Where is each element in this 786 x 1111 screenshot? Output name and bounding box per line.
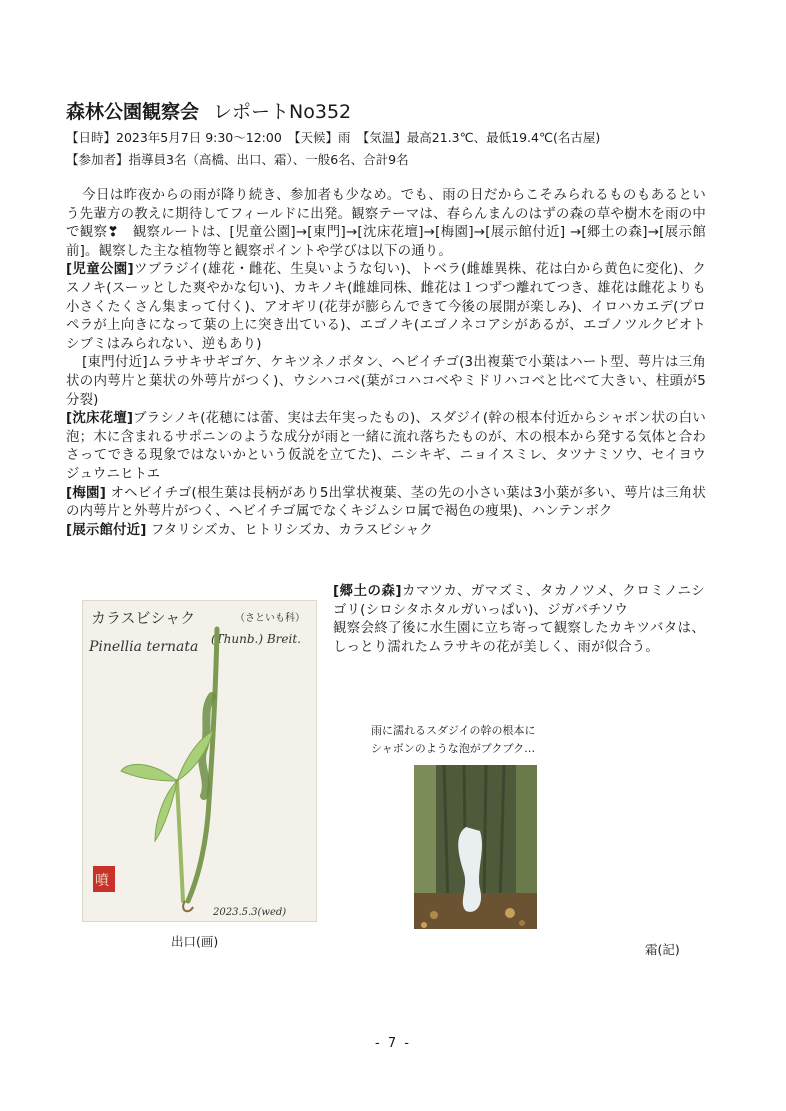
sketch-family: （さといも科） [235,613,305,624]
photo-drawing [414,765,537,929]
section-native-forest [333,583,705,620]
intro-paragraph: 今日は昨夜からの雨が降り続き、参加者も少なめ。でも、雨の日だからこそみられるものもあるという先輩方の教えに期待してフィールドに出発。観察テーマは、春らんまんのはずの森の草や樹木を雨の中で観察❣ 観察ルートは、[児童公園]→[東門]→[沈床花壇]→[梅園]→[展示館付近] →[郷土の森]→[展示館前]。観察した主な植物等と観察ポイントや学びは以下の通り。 [66,188,706,259]
kakitsubata-paragraph: 観察会終了後に水生園に立ち寄って観察したカキツバタは、しっとり濡れたムラサキの花が美しく、雨が似合う。 [333,621,705,655]
section-plum-garden [66,485,706,522]
section-heading: [沈床花壇] [66,411,134,427]
report-number: レポートNo352 [213,101,352,123]
seal-char: 噴 [95,873,109,889]
section-heading: [梅園] [66,485,107,501]
section-children-park [66,261,706,354]
leaf-stem [177,781,183,901]
section-text: カマツカ、ガマズミ、タカノツメ、クロミノニシゴリ(シロシタホタルガいっぱい)、ジガバチソウ [333,584,705,618]
photo-caption [371,722,611,758]
page-number: - 7 - [375,1036,411,1051]
sketch-drawing [83,601,316,921]
section-heading: [展示館付近] [66,522,147,538]
photo-caption-line2: シャボンのような泡がブクブク… [371,742,536,755]
event-title: 森林公園観察会 [66,101,200,123]
meta-participants: 【参加者】指導員3名（高橋、出口、霜）、一般6名、合計9名 [66,152,409,167]
plant-sketch-illustration [82,600,317,922]
sketch-caption: 出口(画) [171,934,219,949]
sketch-latin: Pinellia ternata [89,639,199,655]
report-title [66,97,351,124]
section-exhibition-hall [66,522,706,541]
section-text: オヘビイチゴ(根生葉は長柄があり5出掌状複葉、茎の先の小さい葉は3小葉が多い、萼片は三角状の内萼片と外萼片がつく、ヘビイチゴ属でなくキジムシロ属で褐色の痩果)、ハンテンボク [66,485,706,520]
section-east-gate [66,354,706,410]
photo-credit: 霜(記) [645,942,680,957]
sketch-author: (Thunb.) Breit. [211,632,301,646]
section-heading: [児童公園] [66,262,134,278]
section-heading: [郷土の森] [333,584,402,599]
sketch-date: 2023.5.3(wed) [213,907,287,918]
meta-date-weather: 【日時】2023年5月7日 9:30～12:00 【天候】雨 【気温】最高21.3℃、最低19.4℃(名古屋) [66,130,601,145]
right-column-text [333,583,705,657]
report-body [66,187,706,540]
section-text: ツブラジイ(雄花・雌花、生臭いような匂い)、トベラ(雌雄異株、花は白から黄色に変化)、クスノキ(スーッとした爽やかな匂い)、カキノキ(雌雄同株、雌花は１つずつ離れてつき、雄花は雌花よりも小さくたくさん集まって付く)、アオギリ(花芽が膨らんできて今後の展開が楽しみ)、イロハカエデ(プロペラが上向きになって葉の上に突き出ている)、エゴノキ(エゴノネコアシがあるが、エゴノツルクビオトシブミはみられない、逆もあり) [66,262,706,352]
leaflet-left [121,764,177,781]
tree-foam-photo [414,765,537,929]
section-text: ブラシノキ(花穂には蕾、実は去年実ったもの)、スダジイ(幹の根本付近からシャボン状の白い泡；木に含まれるサポニンのような成分が雨と一緒に流れ落ちたものが、木の根本から発する気体と合わさってできる現象ではないかという仮説を立てた)、ニシキギ、ニョイスミレ、タツナミソウ、セイヨウジュウニヒトエ [66,411,706,482]
section-text: フタリシズカ、ヒトリシズカ、カラスビシャク [146,522,433,538]
section-text: ムラサキサギゴケ、ケキツネノボタン、ヘビイチゴ(3出複葉で小葉はハート型、萼片は三角状の内萼片と葉状の外萼片がつく)、ウシハコベ(葉がコハコベやミドリハコベと比べて大きい、柱頭が5分裂) [66,355,706,408]
photo-caption-line1: 雨に濡れるスダジイの幹の根本に [371,724,536,737]
leaflet-bottom [155,781,177,841]
sketch-name-jp: カラスビシャク [91,609,196,627]
section-heading: [東門付近] [82,355,148,371]
section-sunken-garden [66,410,706,484]
